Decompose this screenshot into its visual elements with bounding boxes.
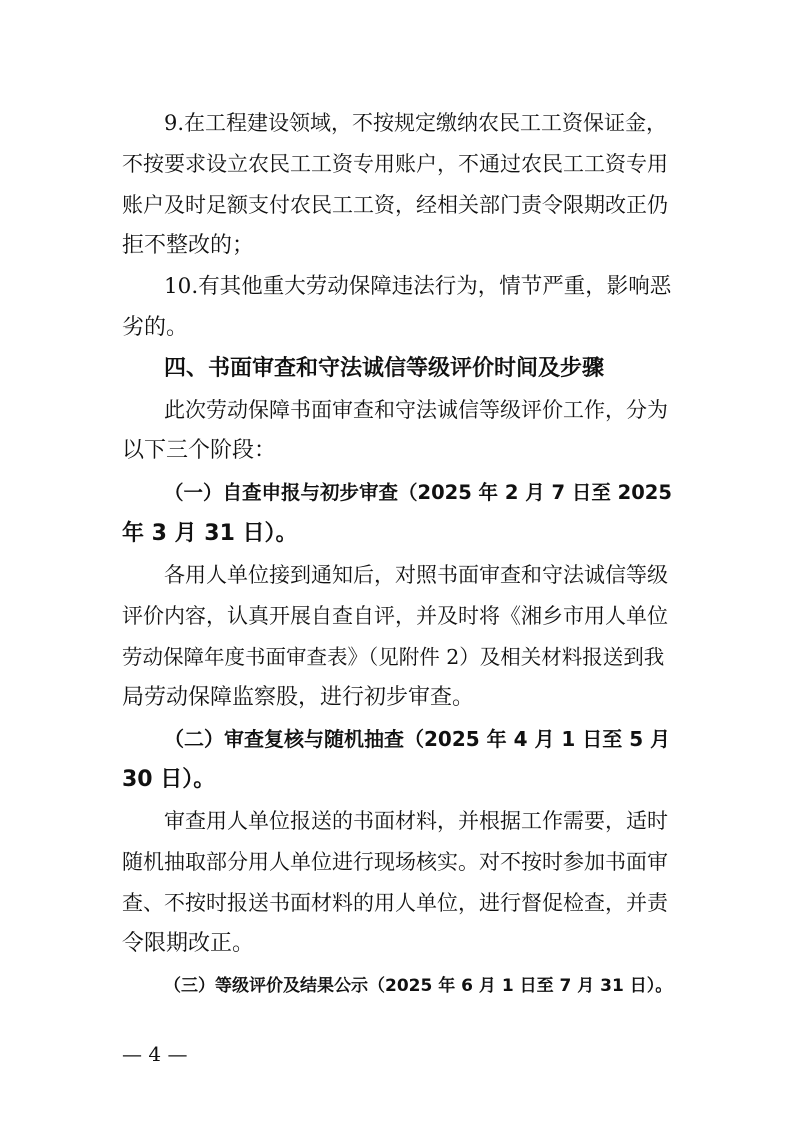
stage-2-body-line-3: 查、不按时报送书面材料的用人单位，进行督促检查，并责: [122, 891, 668, 915]
item-9-line-2: 不按要求设立农民工工资专用账户，不通过农民工工资专用: [122, 152, 668, 176]
stage-3-heading: （三）等级评价及结果公示（2025 年 6 月 1 日至 7 月 31 日）。: [164, 976, 673, 996]
stage-2-body-line-2: 随机抽取部分用人单位进行现场核实。对不按时参加书面审: [122, 850, 668, 874]
item-10-line-2: 劣的。: [122, 315, 189, 340]
stage-1-body-line-2: 评价内容，认真开展自查自评，并及时将《湘乡市用人单位: [122, 604, 668, 628]
stage-1-heading-line-2: 年 3 月 31 日）。: [122, 521, 298, 546]
section-4-intro-line-2: 以下三个阶段：: [122, 438, 277, 463]
section-4-intro-line-1: 此次劳动保障书面审查和守法诚信等级评价工作，分为: [164, 398, 668, 422]
stage-1-heading-line-1: （一）自查申报与初步审查（2025 年 2 月 7 日至 2025: [164, 481, 672, 504]
item-9-line-4: 拒不整改的；: [122, 233, 255, 258]
stage-2-heading-line-1: （二）审查复核与随机抽查（2025 年 4 月 1 日至 5 月: [164, 727, 671, 751]
stage-1-body-line-1: 各用人单位接到通知后，对照书面审查和守法诚信等级: [164, 563, 668, 587]
stage-1-body-line-4: 局劳动保障监察股，进行初步审查。: [122, 685, 475, 710]
stage-1-body-line-3: 劳动保障年度书面审查表》（见附件 2）及相关材料报送到我: [122, 645, 665, 669]
section-4-heading: 四、书面审查和守法诚信等级评价时间及步骤: [164, 356, 605, 381]
page-number: — 4 —: [122, 1042, 188, 1066]
item-10-line-1: 10.有其他重大劳动保障违法行为，情节严重，影响恶: [164, 274, 672, 299]
item-9-line-3: 账户及时足额支付农民工工资，经相关部门责令限期改正仍: [122, 193, 668, 217]
item-9-line-1: 9.在工程建设领域，不按规定缴纳农民工工资保证金，: [164, 111, 668, 135]
stage-2-heading-line-2: 30 日）。: [122, 767, 216, 792]
stage-2-body-line-1: 审查用人单位报送的书面材料，并根据工作需要，适时: [164, 809, 668, 833]
stage-2-body-line-4: 令限期改正。: [122, 931, 255, 956]
